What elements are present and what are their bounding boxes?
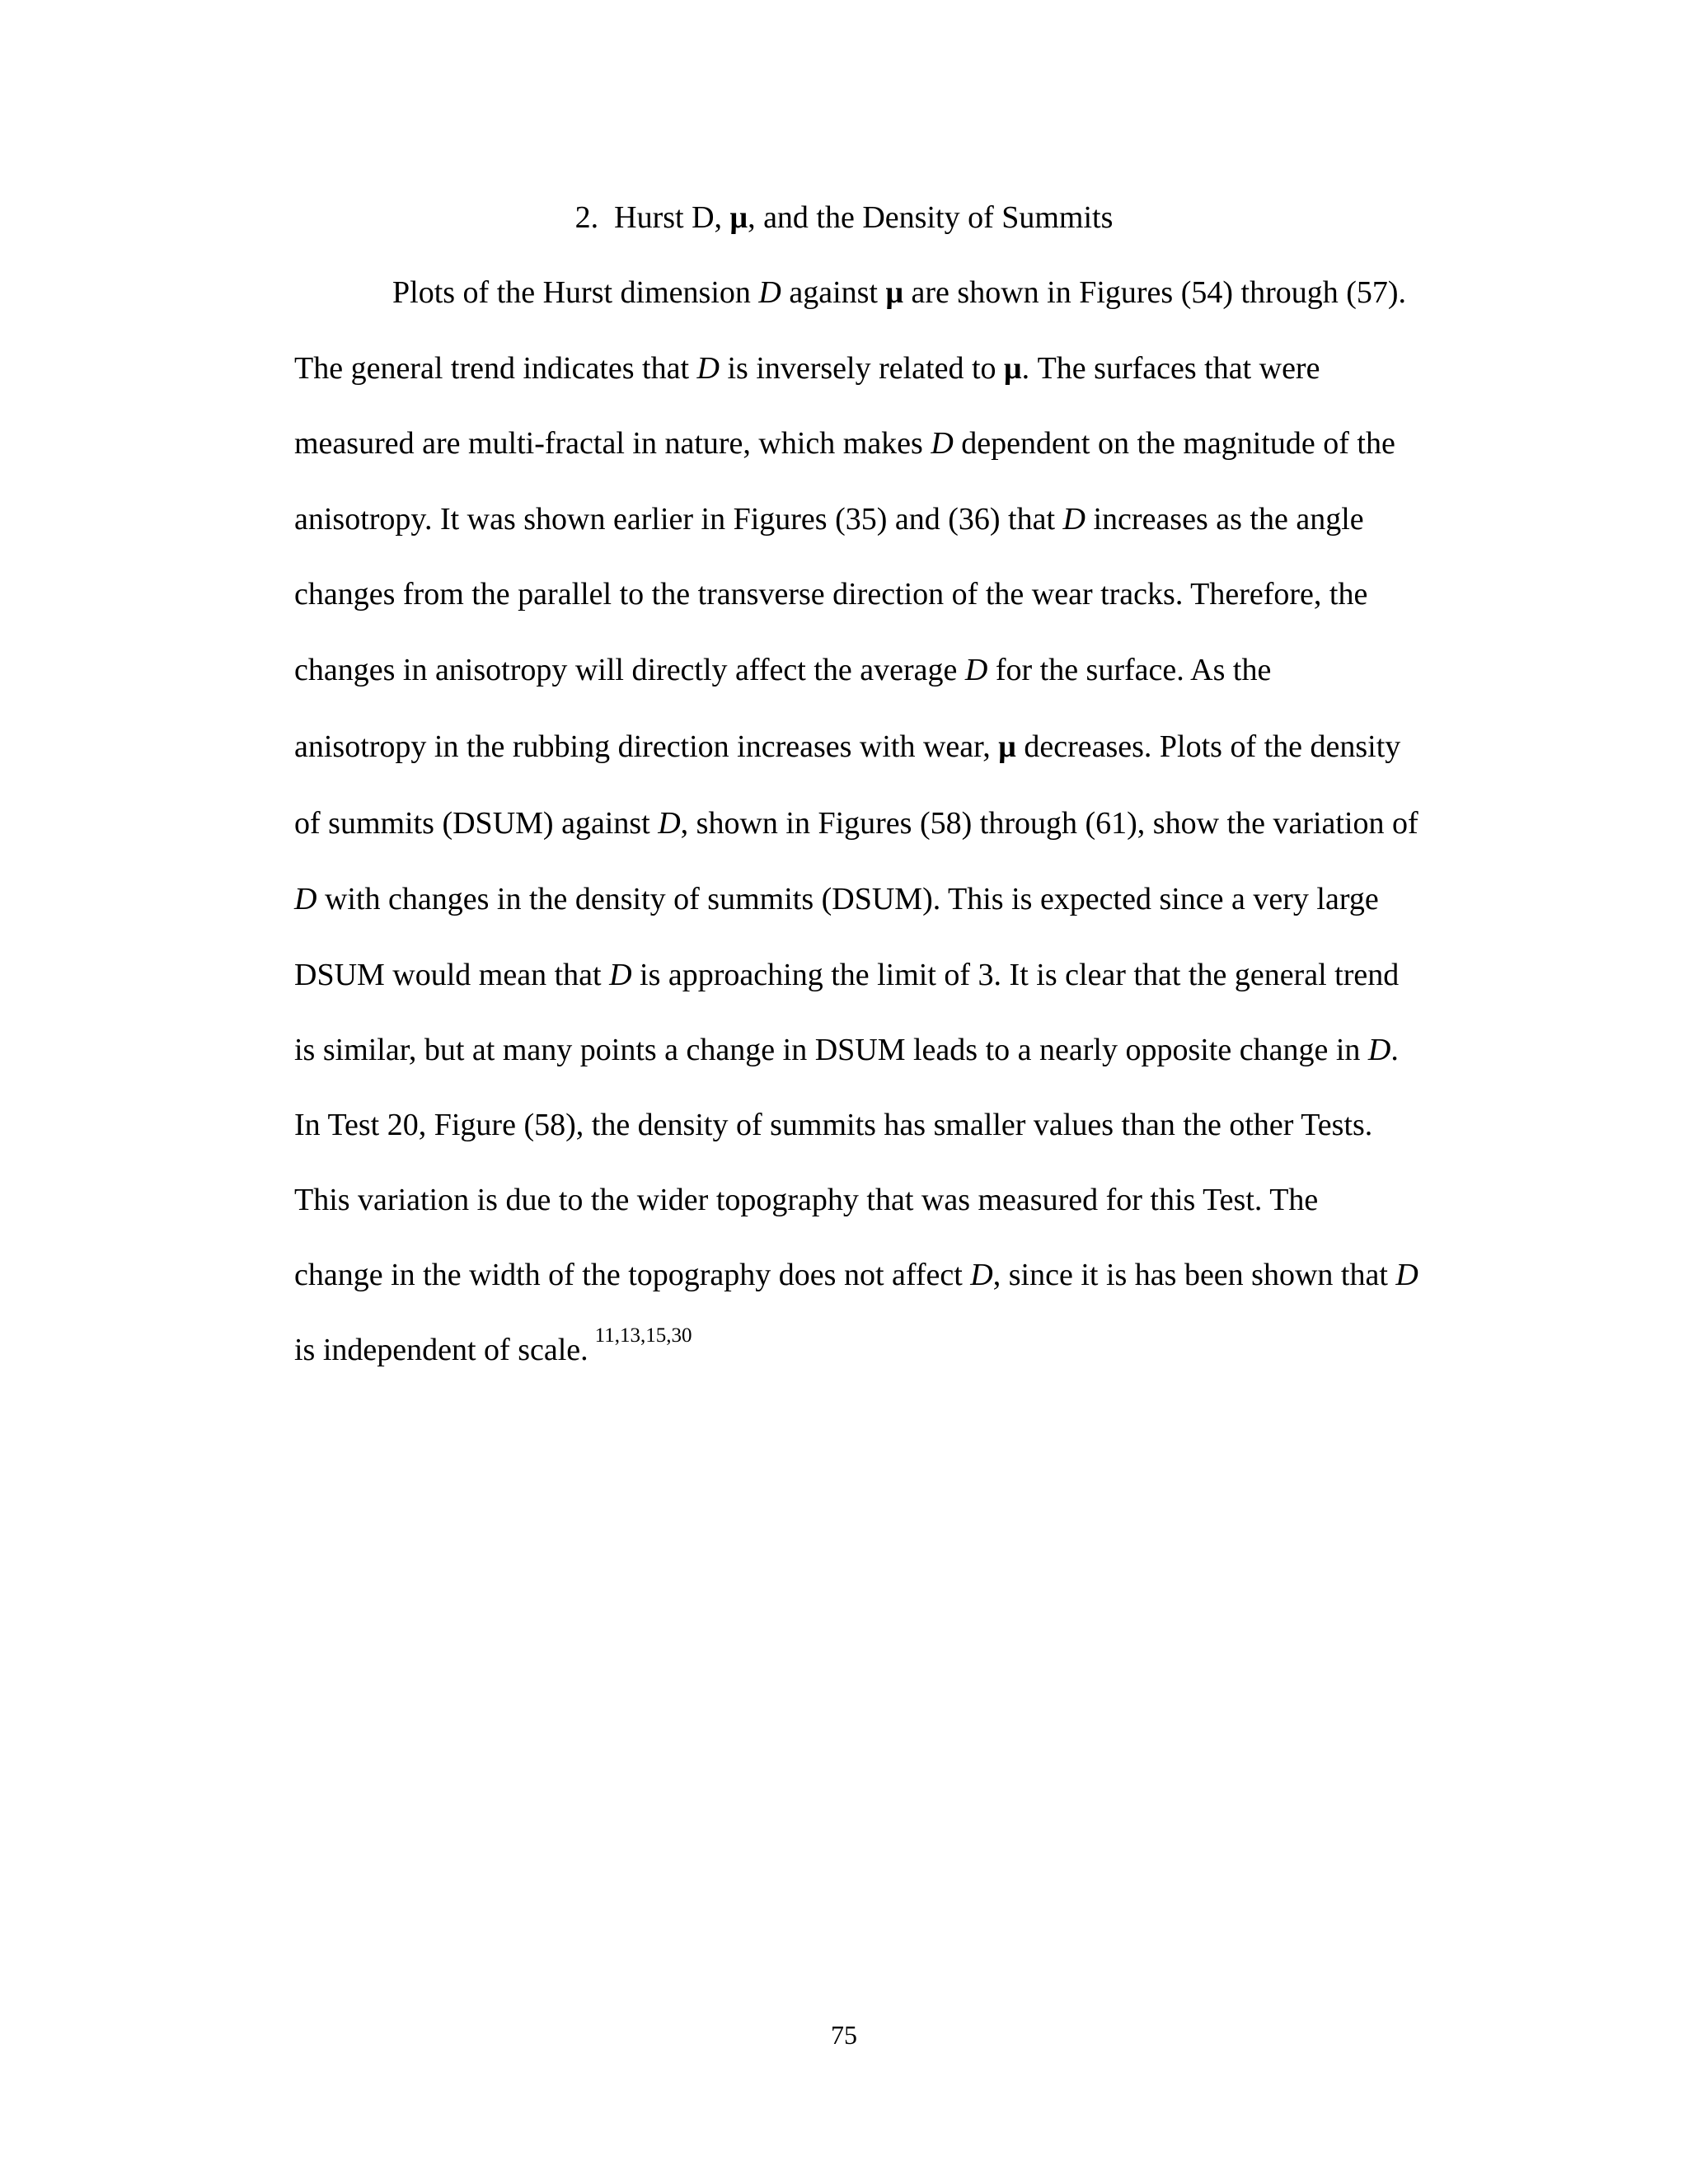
paragraph-line: changes from the parallel to the transverse direction of the wear tracks. Therefore, the xyxy=(294,577,1368,612)
paragraph-line: measured are multi-fractal in nature, which makes D dependent on the magnitude of the xyxy=(294,426,1395,461)
page-number: 75 xyxy=(831,2020,857,2050)
paragraph-line: This variation is due to the wider topography that was measured for this Test. The xyxy=(294,1183,1319,1217)
section-number: 2. xyxy=(574,200,599,235)
paragraph-line: anisotropy in the rubbing direction increases with wear, μ decreases. Plots of the density xyxy=(294,729,1401,764)
paragraph-line: The general trend indicates that D is inversely related to μ. The surfaces that were xyxy=(294,351,1320,386)
section-heading: 2. Hurst D, μ, and the Density of Summits xyxy=(574,200,1114,235)
paragraph-line: change in the width of the topography does not affect D, since it is has been shown that D xyxy=(294,1258,1418,1292)
paragraph-line: DSUM would mean that D is approaching the limit of 3. It is clear that the general trend xyxy=(294,958,1400,992)
mu-symbol: μ xyxy=(729,200,748,235)
citation-superscript: 11,13,15,30 xyxy=(594,1324,692,1347)
paragraph-line: changes in anisotropy will directly affect the average D for the surface. As the xyxy=(294,653,1272,687)
paragraph-line: is similar, but at many points a change in DSUM leads to a nearly opposite change in D. xyxy=(294,1033,1399,1067)
paragraph-line: D with changes in the density of summits (DSUM). This is expected since a very large xyxy=(294,882,1379,916)
paragraph-line: of summits (DSUM) against D, shown in Figures (58) through (61), show the variation of xyxy=(294,806,1418,841)
paragraph-line: is independent of scale. $^{11,13,15,30}$ xyxy=(294,1324,692,1367)
paragraph-line: anisotropy. It was shown earlier in Figures (35) and (36) that D increases as the angle xyxy=(294,502,1364,537)
paragraph-line: In Test 20, Figure (58), the density of summits has smaller values than the other Tests. xyxy=(294,1108,1373,1142)
paragraph-line: Plots of the Hurst dimension D against μ are shown in Figures (54) through (57). xyxy=(392,275,1407,310)
